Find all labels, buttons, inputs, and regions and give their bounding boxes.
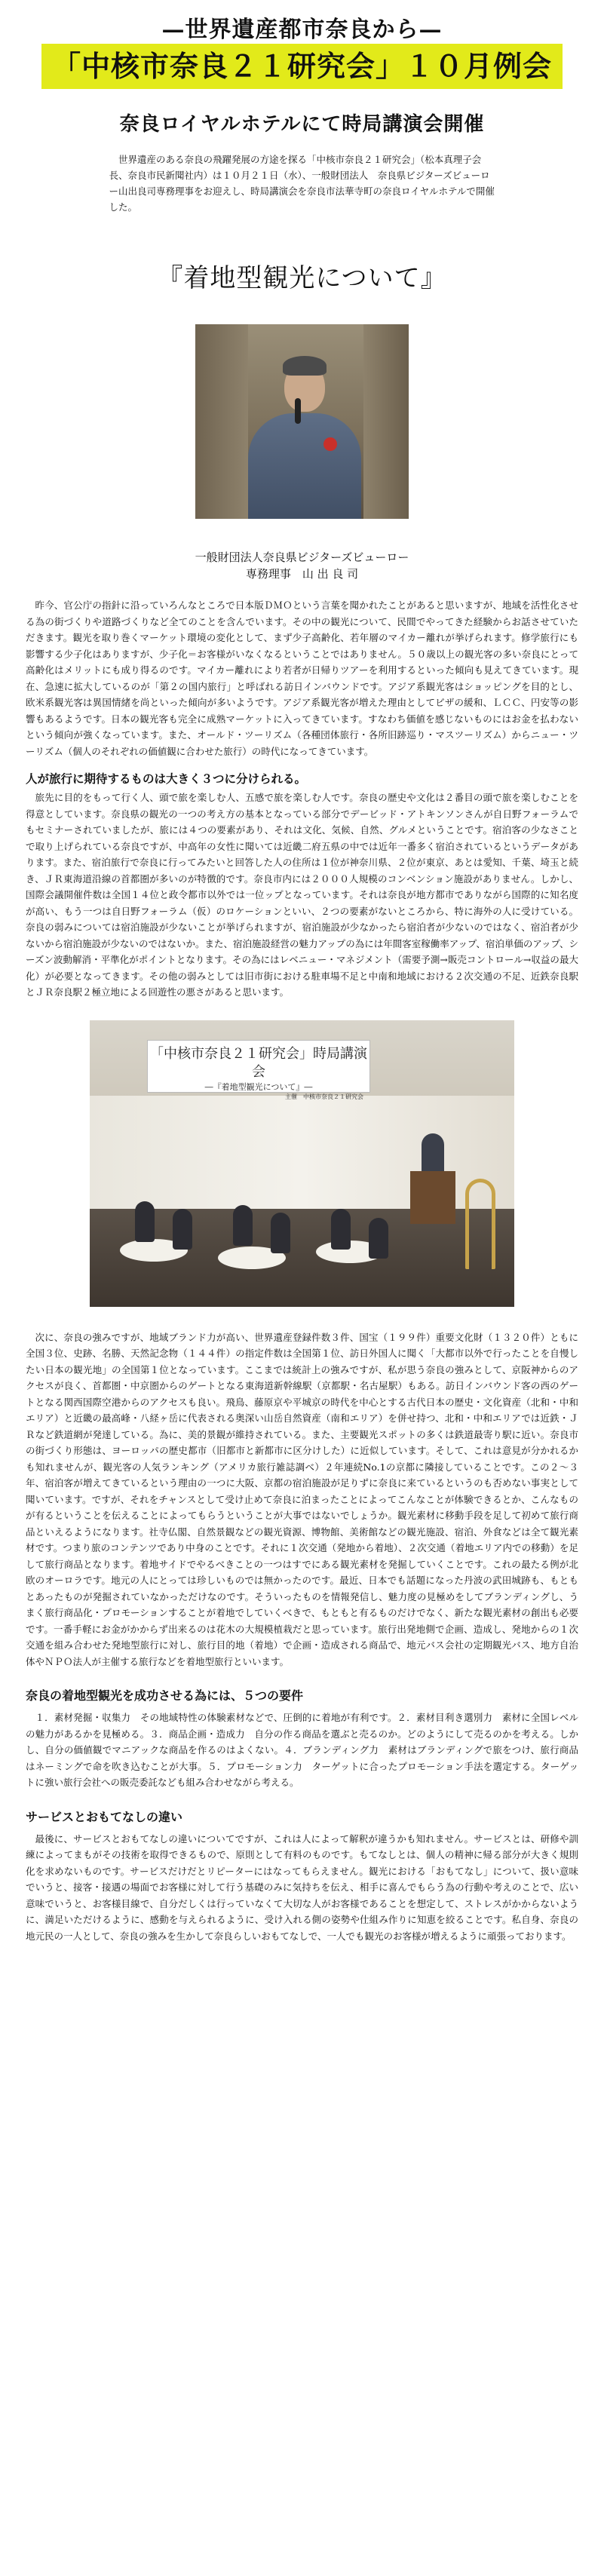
subhead: 奈良ロイヤルホテルにて時局講演会開催 xyxy=(119,113,485,136)
rose-corsage-icon xyxy=(323,437,337,451)
photo-attendee xyxy=(173,1209,192,1250)
sign-line-1: 「中核市奈良２１研究会」時局講演会 xyxy=(150,1045,367,1080)
speaker-affiliation: 一般財団法人奈良県ビジターズビューロー xyxy=(195,550,409,564)
lecture-hall-photo xyxy=(90,1020,514,1307)
sign-line-2: ―『着地型観光について』― xyxy=(204,1081,313,1092)
harp-icon xyxy=(465,1179,495,1269)
photo-attendee xyxy=(369,1218,388,1259)
sign-line-3: 主催 中核市奈良２１研究会 xyxy=(285,1093,363,1100)
banner-wrap xyxy=(26,44,578,89)
speaker-caption xyxy=(26,549,578,582)
lecture-title: 『着地型観光について』 xyxy=(157,263,447,293)
body-paragraph-5: 最後に、サービスとおもてなしの違いについてですが、これは人によって解釈が違うかも知れません。サービスとは、研修や訓練によってまもがその技術を取得できるもので、原則として有料のものです。もてなしとは、個人の精神に帰る部分が大きく規則化を求めないものです。サービスだけだとリピーターにはなってもらえません。観光における「おもてなし」について、扱い意味でいうと、接客・接遇の場面でお客様に対して行う基礎のみに気持ちを伝え、相手に喜んでもらう為の行動や考えのことで、広い意味でいうと、お客様目線で、自分だしくは行っていなくて大切な人がお客様であることを想定して、ストレスがかからないように、満足いただけるように、感動を与えられるように、受け入れる側の姿勢や仕組み作りに知恵を絞ることです。私自身、奈良の地元民の一人として、奈良の強みを生かして奈良らしいおもてなしで、一人でも観光のお客様が増えるように頑張っております。 xyxy=(26,1832,578,1942)
photo-attendee xyxy=(233,1205,253,1246)
photo-attendee xyxy=(331,1209,351,1250)
photo-speaker-hair xyxy=(283,356,327,376)
speaker-name: 専務理事 山 出 良 司 xyxy=(245,567,359,581)
event-banner: 「中核市奈良２１研究会」１０月例会 xyxy=(41,44,563,89)
photo-curtain-right xyxy=(363,324,409,519)
microphone-icon xyxy=(295,398,301,424)
section-heading-requirements: 奈良の着地型観光を成功させる為には、５つの要件 xyxy=(26,1688,304,1703)
body-paragraph-3: 次に、奈良の強みですが、地域ブランド力が高い、世界遺産登録件数３件、国宝（１９９件）重要文化財（１３２０件）ともに全国３位、史跡、名勝、天然記念物（１４４件）の指定件数は全国第１位、訪日外国人に聞く「大都市以外で行ったことを自慢したい日本の観光地」の全国第１位となっています。ここまでは統計上の強みですが、私が思う奈良の強みとして、京阪神からのアクセスが良く、首都圏・中京圏からのゲートとなる東海道新幹線駅（京都駅・名古屋駅）もある。訪日インバウンド客の西のゲートとなる関西国際空港からのアクセスも良い。飛鳥、藤原京や平城京の時代を中心とする古代日本の歴史・文化資産（北和・中和エリア）と近畿の最高峰・八経ヶ岳に代表される奥深い山岳自然資産（南和エリア）を併せ持つ、北和・中和エリアでは近鉄・ＪＲなど鉄道網が発達している。為に、美的景観が維持されている。また、主要観光スポットの多くは鉄道最寄り駅に近い。奈良市の街づくり形態は、ヨーロッパの歴史都市（旧都市と新都市に区分けした）に近似しています。そして、これは意見が分かれるかも知れませんが、観光客の人気ランキング（アメリカ旅行雑誌調べ）２年連続No.1の京都に隣接していることです。この２～３年、宿泊客が増えてきているという理由の一つに大阪、京都の宿泊施設が足りずに奈良に来ているというのも否めない事実として聞いています。ですが、それをチャンスとして受け止めて奈良に泊まったことによってこんなことが体験できるとか、こんなものが有るということを伝えることによってもらうということが大事ではないでしょうか。観光素材に移動手段を足して初めて旅行商品といえるようになります。社寺仏閣、自然景観などの観光資源、博物館、美術館などの観光施設、宿泊、外食などは全て観光素材です。つまり旅のコンテンツであり中身のことです。それに１次交通（発地から着地）、２次交通（着地エリア内での移動）を足して旅行商品となります。着地サイドでやるべきことの一つはすでにある観光素材を発掘していくことです。これの最たる例が北欧のオーロラです。地元の人にとっては珍しいものでは無かったのです。最近、日本でも話題になった丹波の武田城跡も、もともとあったものが発掘されていなかっただけなのです。そういったものを情報発信し、魅力度の見極めをしてブランディングし、うまく旅行商品化・プロモーションすることが着地でしていくべきで、もともと有るものだけでなく、新たな観光素材の創出も必要です。一番手軽にお金がかからず出来るのは花木の大規模植栽だと思っています。旅行出発地側で企画、造成し、発地からの１次交通を組み合わせた発地型旅行に対し、旅行目的地（着地）で企画・造成される商品で、地元バス会社の定期観光バス、地方自治体やＮＰＯ法人が主催する旅行などを着地型旅行といいます。 xyxy=(26,1331,578,1667)
body-paragraph-2: 旅先に目的をもって行く人、頭で旅を楽しむ人、五感で旅を楽しむ人です。奈良の歴史や文化は２番目の頭で旅を楽しむことを得意としています。奈良県の観光の一つの考え方の基本となっている部分でデービッド・アトキンソンさんが自日野フォーラムでもセミナーされていましたが、旅には４つの要素があり、それは文化、気候、自然、グルメということです。宿泊客の少なさことで取り上げられている奈良ですが、中高年の女性に聞いては近畿二府五県の中では近年一番多く宿泊されているというデータがあります。また、宿泊旅行で奈良に行ってみたいと回答した人の住所は１位が神奈川県、２位が東京、あとは愛知、千葉、埼玉と続き、ＪＲ東海道沿線の首都圏が多いのが特徴的です。奈良市内には２０００人規模のコンベンション施設がありません。しかし、国際会議開催件数は全国１４位と政令都市以外では一位ップとなっています。それは奈良が地方都市でありながら国際的に知名度が高い、もう一つは自日野フォーラム（仮）のロケーションといい、２つの要素がないところから、特に海外の人に受けている。奈良の弱みについては宿泊施設が少ないことが挙げられますが、宿泊施設が少なかったら宿泊者が少ないのではなく、宿泊者が少ないから宿泊施設が少ないのではないか。また、宿泊施設経営の魅力アップの為には年間客室稼働率アップ、宿泊単価のアップ、シーズン波動解消・平準化がポイントとなります。その為にはレベニュー・マネジメント（需要予測→販売コントロール→収益の最大化）が必要となってきます。その他の弱みとしては旧市街における駐車場不足と中南和地域における２次交通の不足、近鉄奈良駅とＪＲ奈良駅２極立地による回遊性の悪さがあると思います。 xyxy=(26,792,578,998)
photo-attendee xyxy=(135,1201,155,1242)
body-paragraph-1: 昨今、官公庁の指針に沿っていろんなところで日本版ＤＭＯという言葉を聞かれたことがあると思いますが、地域を活性化させる為の街づくりや道路づくりなど全てのことを含んでいます。その中の観光について、民間でやってきた経験からお話させていただきます。観光を取り巻くマーケット環境の変化として、まず少子高齢化、若年層のマイカー離れが挙げられます。修学旅行にも影響する少子化はありますが、少子化＝お客様がいなくなるということではありません。５０歳以上の観光客の多い奈良にとって高齢化はメリットにも成り得るのです。マイカー離れにより若者が日帰りツアーを利用するといった傾向も見えてきています。現在、急速に拡大しているのが「第２の国内旅行」と呼ばれる訪日インバウンドです。アジア系観光客はショッピングを目的とし、欧米系観光客は異国情緒を尚といった傾向が多いようです。アジア系観光客が増えた理由としてビザの緩和、ＬＣＣ、円安等の影響もあるようです。日本の観光客も完全に成熟マーケットに入ってきています。すなわち価値を感じないものにはお金を払わないという傾向が強くなっています。また、オールド・ツーリズム（各種団体旅行・各所旧跡巡り・マスツーリズム）からニュー・ツーリズム（個人のそれぞれの価値観に合わせた旅行）の時代になってきています。 xyxy=(26,600,578,757)
photo-curtain-left xyxy=(195,324,248,519)
photo-speaker-body xyxy=(248,413,361,519)
photo-lectern xyxy=(410,1171,455,1224)
event-sign xyxy=(147,1040,370,1100)
body-paragraph-4: １．素材発掘・収集力 その地域特性の体験素材などで、圧倒的に着地が有利です。２．素材目利き選別力 素材に全国レベルの魅力があるかを見極める。３．商品企画・造成力 自分の作る商品を選ぶと売るのか。どのようにして売るのかを考える。しかし、自分の価値観でマニアックな商品を作るのはよくない。４．ブランディング力 素材はブランディングで旅をつけ、旅行商品はネーミングで命を吹き込むことが大事。５．プロモーション力 ターゲットに合ったプロモーション手法を選定する。ターゲットに強い旅行会社への販売委託なども組み合わせながら考える。 xyxy=(26,1712,578,1788)
section-heading-expectations: 人が旅行に期待するものは大きく３つに分けられる。 xyxy=(26,772,307,786)
photo-attendee xyxy=(271,1213,290,1253)
kicker-heading: —世界遺産都市奈良から— xyxy=(161,17,443,43)
section-heading-service: サービスとおもてなしの違い xyxy=(26,1809,183,1824)
intro-paragraph: 世界遺産のある奈良の飛躍発展の方途を探る「中核市奈良２１研究会」（松本真理子会長、奈良市民新聞社内）は１０月２１日（水）、一般財団法人 奈良県ビジターズビューロー山出良司専務理事をお迎えし、時局講演会を奈良市法華寺町の奈良ロイヤルホテルで開催した。 xyxy=(109,154,495,213)
speaker-photo xyxy=(195,324,409,519)
